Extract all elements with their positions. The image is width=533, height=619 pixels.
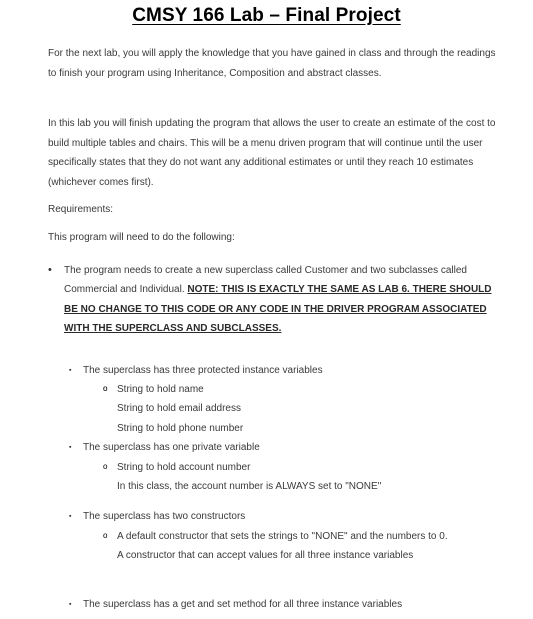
sub3-item: o A default constructor that sets the strings to "NONE" and the numbers to 0.	[117, 527, 502, 546]
requirements-label: Requirements:	[48, 204, 114, 215]
main-bullet-note: NOTE: THIS IS EXACTLY THE SAME AS LAB 6. THERE SHOULD BE NO CHANGE TO THIS CODE OR ANY CODE IN THE DRIVER PROGRAM ASSOCIATED WITH THE SUPERCLASS AND SUBCLASSES.	[64, 284, 492, 334]
sub-bullet-3: ▪ The superclass has two constructors	[83, 507, 503, 526]
sub1-item: o String to hold email address	[117, 399, 502, 418]
description-paragraph: In this lab you will finish updating the program that allows the user to create an estimate of the cost to build multiple tables and chairs. This will be a menu driven program that will continue until the user specifically states that they do not want any additional estimates or until they reach 10 estimates (whichever comes first).	[48, 118, 496, 188]
sub3-items	[117, 527, 502, 566]
sub2-items	[117, 458, 502, 497]
sub-list-4	[83, 595, 503, 614]
sub-bullet-2: ▪ The superclass has one private variable	[83, 438, 503, 457]
main-bullet-text: The program needs to create a new superclass called Customer and two subclasses called Commercial and Individual.	[64, 265, 467, 296]
program-line: This program will need to do the following:	[48, 232, 235, 243]
sub-bullet-1: ▪ The superclass has three protected instance variables	[83, 361, 503, 380]
sub1-item: o String to hold phone number	[117, 419, 502, 438]
sub-list-3	[83, 507, 503, 526]
sub2-item: o String to hold account number	[117, 458, 502, 477]
sub1-item: o String to hold name	[117, 380, 502, 399]
sub3-item: o A constructor that can accept values for all three instance variables	[117, 546, 502, 565]
sub-bullet-4: ▪ The superclass has a get and set method for all three instance variables	[83, 595, 503, 614]
document-title: CMSY 166 Lab – Final Project	[132, 5, 401, 26]
sub1-items	[117, 380, 502, 438]
sub-list-1	[83, 361, 503, 380]
main-bullet-list	[64, 261, 504, 338]
sub-list-2	[83, 438, 503, 457]
main-bullet	[64, 261, 504, 338]
intro-paragraph: For the next lab, you will apply the knowledge that you have gained in class and through the readings to finish your program using Inheritance, Composition and abstract classes.	[48, 48, 496, 79]
sub2-item: o In this class, the account number is ALWAYS set to "NONE"	[117, 477, 502, 496]
